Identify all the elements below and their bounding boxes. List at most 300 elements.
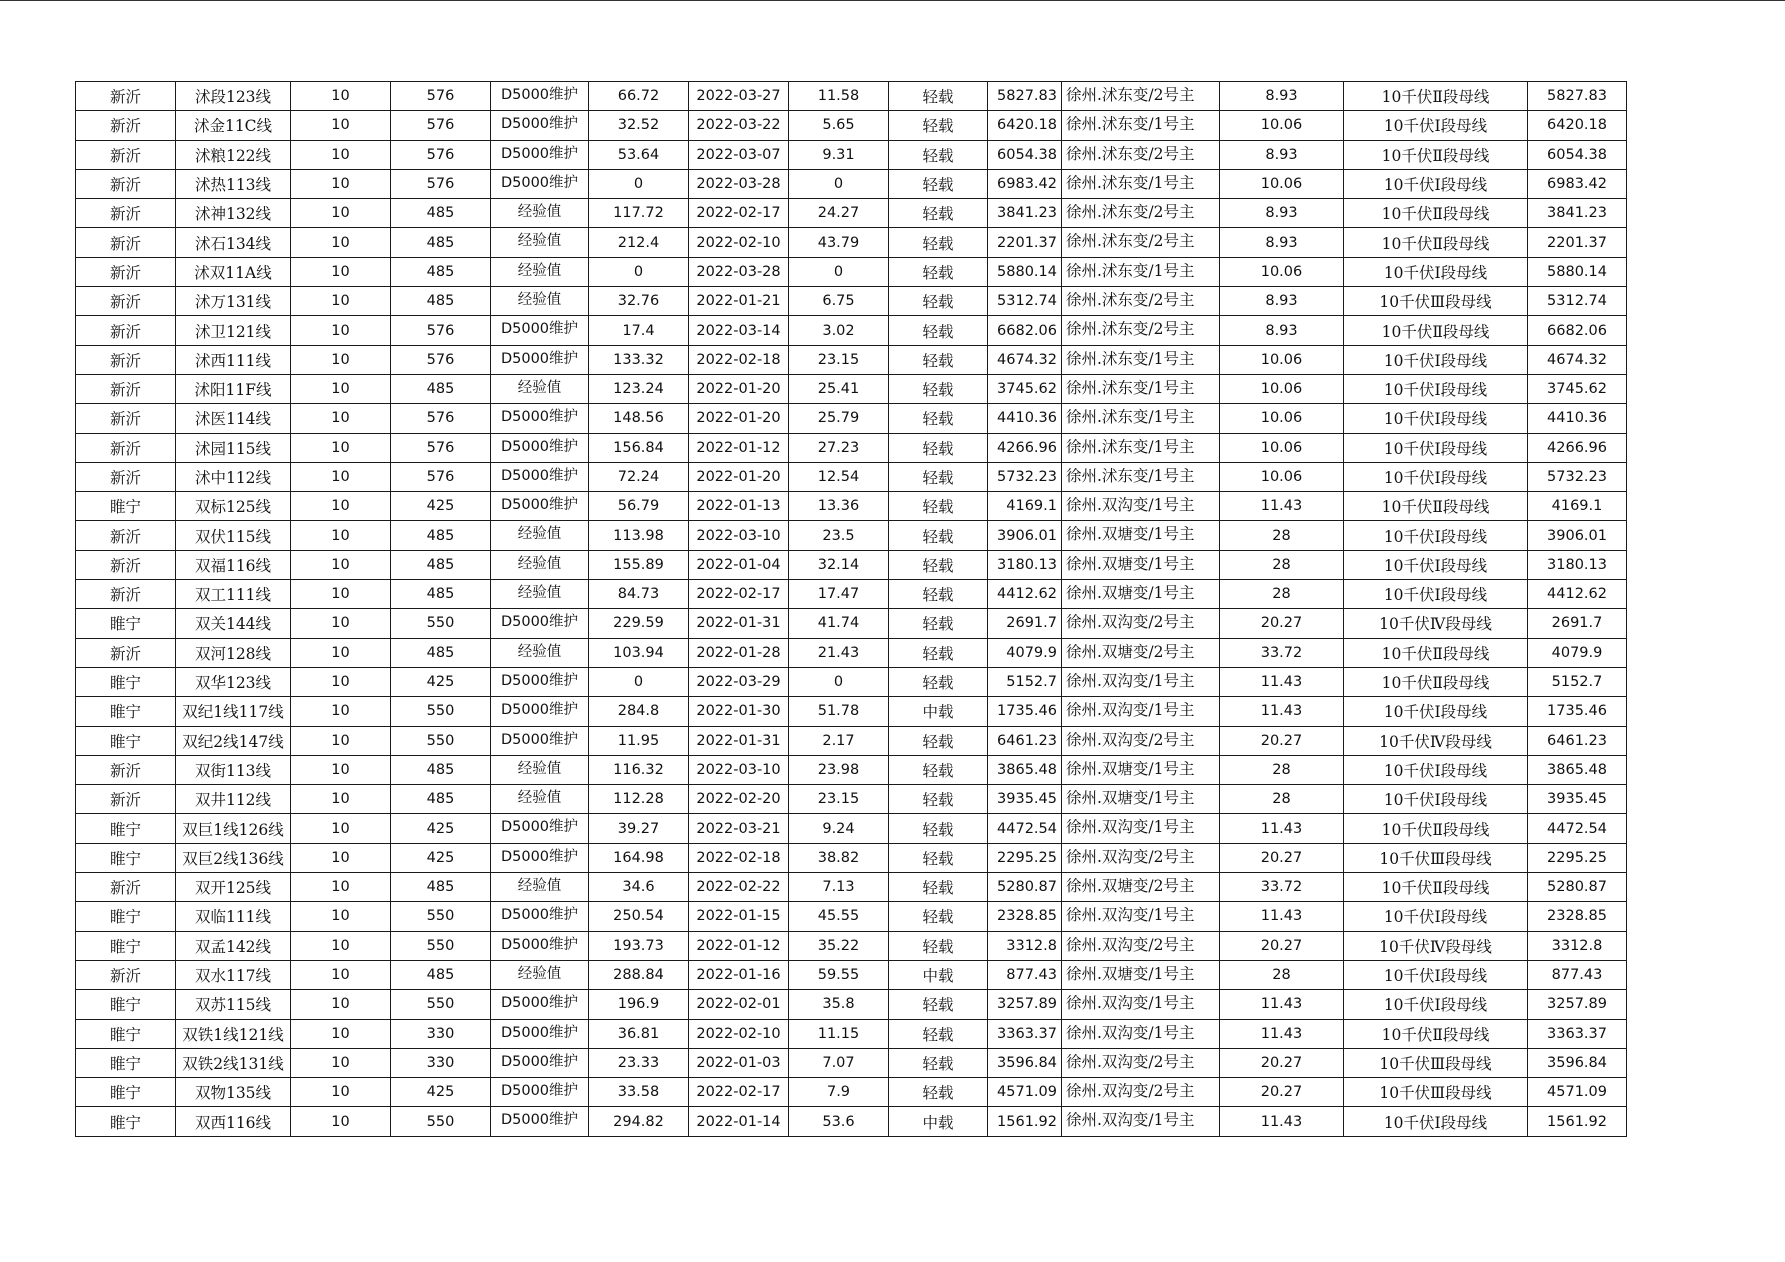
busbar-cell: 10千伏Ⅱ段母线 bbox=[1344, 140, 1528, 169]
busbar-cell: 10千伏Ⅰ段母线 bbox=[1344, 785, 1528, 814]
date-cell: 2022-01-31 bbox=[689, 726, 789, 755]
source-cell: D5000维护 bbox=[491, 843, 589, 872]
busbar-cell: 10千伏Ⅳ段母线 bbox=[1344, 726, 1528, 755]
district-cell: 新沂 bbox=[76, 374, 176, 403]
max-current-cell: 56.79 bbox=[589, 492, 689, 521]
margin-cell: 6682.06 bbox=[1528, 316, 1627, 345]
busbar-cell: 10千伏Ⅱ段母线 bbox=[1344, 316, 1528, 345]
transformer-cell: 徐州.双沟变/2号主 bbox=[1062, 1048, 1220, 1077]
load-status-cell: 轻载 bbox=[889, 755, 988, 784]
capacity-cell: 6420.18 bbox=[988, 111, 1062, 140]
margin-cell: 4079.9 bbox=[1528, 638, 1627, 667]
date-cell: 2022-03-10 bbox=[689, 755, 789, 784]
transformer-value-cell: 10.06 bbox=[1220, 345, 1344, 374]
district-cell: 新沂 bbox=[76, 82, 176, 111]
capacity-cell: 5827.83 bbox=[988, 82, 1062, 111]
capacity-cell: 1735.46 bbox=[988, 697, 1062, 726]
transformer-value-cell: 8.93 bbox=[1220, 199, 1344, 228]
transformer-cell: 徐州.沭东变/1号主 bbox=[1062, 257, 1220, 286]
date-cell: 2022-01-20 bbox=[689, 462, 789, 491]
source-cell: 经验值 bbox=[491, 257, 589, 286]
voltage-cell: 10 bbox=[291, 814, 391, 843]
rated-current-cell: 425 bbox=[391, 492, 491, 521]
date-cell: 2022-03-10 bbox=[689, 521, 789, 550]
margin-cell: 2328.85 bbox=[1528, 902, 1627, 931]
district-cell: 睢宁 bbox=[76, 667, 176, 696]
district-cell: 新沂 bbox=[76, 521, 176, 550]
load-status-cell: 轻载 bbox=[889, 199, 988, 228]
date-cell: 2022-01-14 bbox=[689, 1107, 789, 1136]
load-status-cell: 轻载 bbox=[889, 316, 988, 345]
capacity-cell: 4472.54 bbox=[988, 814, 1062, 843]
voltage-cell: 10 bbox=[291, 316, 391, 345]
load-rate-cell: 7.07 bbox=[789, 1048, 889, 1077]
district-cell: 睢宁 bbox=[76, 1107, 176, 1136]
transformer-value-cell: 10.06 bbox=[1220, 257, 1344, 286]
transformer-cell: 徐州.双塘变/1号主 bbox=[1062, 521, 1220, 550]
max-current-cell: 11.95 bbox=[589, 726, 689, 755]
load-rate-cell: 13.36 bbox=[789, 492, 889, 521]
transformer-cell: 徐州.双塘变/1号主 bbox=[1062, 550, 1220, 579]
transformer-cell: 徐州.双塘变/2号主 bbox=[1062, 638, 1220, 667]
transformer-value-cell: 28 bbox=[1220, 550, 1344, 579]
line-name-cell: 双关144线 bbox=[176, 609, 291, 638]
source-cell: D5000维护 bbox=[491, 316, 589, 345]
district-cell: 新沂 bbox=[76, 228, 176, 257]
load-rate-cell: 23.15 bbox=[789, 785, 889, 814]
voltage-cell: 10 bbox=[291, 902, 391, 931]
margin-cell: 4410.36 bbox=[1528, 404, 1627, 433]
table-row bbox=[76, 462, 1627, 491]
rated-current-cell: 485 bbox=[391, 873, 491, 902]
district-cell: 睢宁 bbox=[76, 726, 176, 755]
line-name-cell: 双巨2线136线 bbox=[176, 843, 291, 872]
capacity-cell: 3865.48 bbox=[988, 755, 1062, 784]
transformer-value-cell: 28 bbox=[1220, 580, 1344, 609]
load-status-cell: 轻载 bbox=[889, 111, 988, 140]
load-status-cell: 轻载 bbox=[889, 785, 988, 814]
source-cell: D5000维护 bbox=[491, 990, 589, 1019]
date-cell: 2022-01-03 bbox=[689, 1048, 789, 1077]
rated-current-cell: 485 bbox=[391, 199, 491, 228]
source-cell: D5000维护 bbox=[491, 1019, 589, 1048]
district-cell: 新沂 bbox=[76, 550, 176, 579]
date-cell: 2022-01-21 bbox=[689, 287, 789, 316]
voltage-cell: 10 bbox=[291, 609, 391, 638]
table-row bbox=[76, 374, 1627, 403]
date-cell: 2022-01-04 bbox=[689, 550, 789, 579]
load-rate-cell: 51.78 bbox=[789, 697, 889, 726]
load-rate-cell: 21.43 bbox=[789, 638, 889, 667]
load-rate-cell: 25.79 bbox=[789, 404, 889, 433]
voltage-cell: 10 bbox=[291, 843, 391, 872]
rated-current-cell: 576 bbox=[391, 462, 491, 491]
rated-current-cell: 576 bbox=[391, 404, 491, 433]
rated-current-cell: 330 bbox=[391, 1048, 491, 1077]
load-status-cell: 轻载 bbox=[889, 345, 988, 374]
table-row bbox=[76, 960, 1627, 989]
transformer-cell: 徐州.双塘变/1号主 bbox=[1062, 580, 1220, 609]
busbar-cell: 10千伏Ⅱ段母线 bbox=[1344, 1019, 1528, 1048]
rated-current-cell: 576 bbox=[391, 316, 491, 345]
transformer-value-cell: 8.93 bbox=[1220, 82, 1344, 111]
rated-current-cell: 425 bbox=[391, 1078, 491, 1107]
table-row bbox=[76, 667, 1627, 696]
transformer-value-cell: 11.43 bbox=[1220, 667, 1344, 696]
max-current-cell: 103.94 bbox=[589, 638, 689, 667]
date-cell: 2022-01-15 bbox=[689, 902, 789, 931]
transformer-cell: 徐州.双沟变/1号主 bbox=[1062, 1107, 1220, 1136]
line-name-cell: 双苏115线 bbox=[176, 990, 291, 1019]
max-current-cell: 0 bbox=[589, 169, 689, 198]
rated-current-cell: 485 bbox=[391, 228, 491, 257]
load-rate-cell: 7.13 bbox=[789, 873, 889, 902]
voltage-cell: 10 bbox=[291, 228, 391, 257]
load-rate-cell: 38.82 bbox=[789, 843, 889, 872]
transformer-value-cell: 10.06 bbox=[1220, 462, 1344, 491]
margin-cell: 5827.83 bbox=[1528, 82, 1627, 111]
voltage-cell: 10 bbox=[291, 638, 391, 667]
margin-cell: 3257.89 bbox=[1528, 990, 1627, 1019]
busbar-cell: 10千伏Ⅰ段母线 bbox=[1344, 755, 1528, 784]
line-name-cell: 沭园115线 bbox=[176, 433, 291, 462]
table-row bbox=[76, 990, 1627, 1019]
transformer-value-cell: 33.72 bbox=[1220, 873, 1344, 902]
date-cell: 2022-02-17 bbox=[689, 1078, 789, 1107]
table-row bbox=[76, 1048, 1627, 1077]
source-cell: D5000维护 bbox=[491, 902, 589, 931]
table-row bbox=[76, 257, 1627, 286]
max-current-cell: 116.32 bbox=[589, 755, 689, 784]
district-cell: 新沂 bbox=[76, 316, 176, 345]
load-rate-cell: 0 bbox=[789, 667, 889, 696]
line-name-cell: 双物135线 bbox=[176, 1078, 291, 1107]
busbar-cell: 10千伏Ⅱ段母线 bbox=[1344, 873, 1528, 902]
capacity-cell: 5880.14 bbox=[988, 257, 1062, 286]
source-cell: 经验值 bbox=[491, 580, 589, 609]
line-name-cell: 沭中112线 bbox=[176, 462, 291, 491]
rated-current-cell: 550 bbox=[391, 931, 491, 960]
voltage-cell: 10 bbox=[291, 667, 391, 696]
busbar-cell: 10千伏Ⅰ段母线 bbox=[1344, 433, 1528, 462]
line-name-cell: 双水117线 bbox=[176, 960, 291, 989]
voltage-cell: 10 bbox=[291, 492, 391, 521]
rated-current-cell: 485 bbox=[391, 521, 491, 550]
load-status-cell: 轻载 bbox=[889, 374, 988, 403]
load-rate-cell: 6.75 bbox=[789, 287, 889, 316]
date-cell: 2022-02-22 bbox=[689, 873, 789, 902]
margin-cell: 1735.46 bbox=[1528, 697, 1627, 726]
transformer-cell: 徐州.沭东变/2号主 bbox=[1062, 199, 1220, 228]
transformer-cell: 徐州.沭东变/1号主 bbox=[1062, 404, 1220, 433]
max-current-cell: 148.56 bbox=[589, 404, 689, 433]
transformer-value-cell: 11.43 bbox=[1220, 492, 1344, 521]
transformer-cell: 徐州.沭东变/1号主 bbox=[1062, 111, 1220, 140]
district-cell: 新沂 bbox=[76, 755, 176, 784]
busbar-cell: 10千伏Ⅱ段母线 bbox=[1344, 492, 1528, 521]
transformer-value-cell: 20.27 bbox=[1220, 1078, 1344, 1107]
max-current-cell: 84.73 bbox=[589, 580, 689, 609]
transformer-value-cell: 8.93 bbox=[1220, 140, 1344, 169]
transformer-value-cell: 10.06 bbox=[1220, 404, 1344, 433]
rated-current-cell: 550 bbox=[391, 1107, 491, 1136]
capacity-cell: 3906.01 bbox=[988, 521, 1062, 550]
max-current-cell: 229.59 bbox=[589, 609, 689, 638]
table-row bbox=[76, 1078, 1627, 1107]
transformer-cell: 徐州.双沟变/1号主 bbox=[1062, 814, 1220, 843]
rated-current-cell: 550 bbox=[391, 726, 491, 755]
transformer-cell: 徐州.双塘变/1号主 bbox=[1062, 960, 1220, 989]
rated-current-cell: 576 bbox=[391, 433, 491, 462]
line-name-cell: 双开125线 bbox=[176, 873, 291, 902]
load-status-cell: 轻载 bbox=[889, 1048, 988, 1077]
max-current-cell: 164.98 bbox=[589, 843, 689, 872]
table-row bbox=[76, 580, 1627, 609]
table-row bbox=[76, 755, 1627, 784]
margin-cell: 5152.7 bbox=[1528, 667, 1627, 696]
margin-cell: 4472.54 bbox=[1528, 814, 1627, 843]
voltage-cell: 10 bbox=[291, 873, 391, 902]
district-cell: 新沂 bbox=[76, 111, 176, 140]
transformer-value-cell: 20.27 bbox=[1220, 843, 1344, 872]
table-row bbox=[76, 345, 1627, 374]
date-cell: 2022-03-28 bbox=[689, 257, 789, 286]
rated-current-cell: 485 bbox=[391, 638, 491, 667]
table-row bbox=[76, 316, 1627, 345]
max-current-cell: 113.98 bbox=[589, 521, 689, 550]
busbar-cell: 10千伏Ⅱ段母线 bbox=[1344, 228, 1528, 257]
line-name-cell: 双工111线 bbox=[176, 580, 291, 609]
busbar-cell: 10千伏Ⅳ段母线 bbox=[1344, 609, 1528, 638]
district-cell: 睢宁 bbox=[76, 814, 176, 843]
capacity-cell: 3935.45 bbox=[988, 785, 1062, 814]
max-current-cell: 284.8 bbox=[589, 697, 689, 726]
max-current-cell: 196.9 bbox=[589, 990, 689, 1019]
load-status-cell: 轻载 bbox=[889, 228, 988, 257]
max-current-cell: 288.84 bbox=[589, 960, 689, 989]
date-cell: 2022-02-18 bbox=[689, 843, 789, 872]
rated-current-cell: 485 bbox=[391, 785, 491, 814]
max-current-cell: 36.81 bbox=[589, 1019, 689, 1048]
voltage-cell: 10 bbox=[291, 521, 391, 550]
line-name-cell: 双标125线 bbox=[176, 492, 291, 521]
load-rate-cell: 43.79 bbox=[789, 228, 889, 257]
table-row bbox=[76, 697, 1627, 726]
margin-cell: 3180.13 bbox=[1528, 550, 1627, 579]
load-rate-cell: 45.55 bbox=[789, 902, 889, 931]
load-rate-cell: 23.15 bbox=[789, 345, 889, 374]
max-current-cell: 32.52 bbox=[589, 111, 689, 140]
district-cell: 新沂 bbox=[76, 580, 176, 609]
transformer-value-cell: 28 bbox=[1220, 785, 1344, 814]
margin-cell: 2691.7 bbox=[1528, 609, 1627, 638]
source-cell: D5000维护 bbox=[491, 1107, 589, 1136]
source-cell: D5000维护 bbox=[491, 726, 589, 755]
max-current-cell: 17.4 bbox=[589, 316, 689, 345]
capacity-cell: 2691.7 bbox=[988, 609, 1062, 638]
max-current-cell: 33.58 bbox=[589, 1078, 689, 1107]
load-rate-cell: 0 bbox=[789, 257, 889, 286]
load-status-cell: 中载 bbox=[889, 1107, 988, 1136]
district-cell: 新沂 bbox=[76, 785, 176, 814]
transformer-cell: 徐州.双沟变/1号主 bbox=[1062, 667, 1220, 696]
load-status-cell: 轻载 bbox=[889, 433, 988, 462]
load-rate-cell: 25.41 bbox=[789, 374, 889, 403]
date-cell: 2022-02-10 bbox=[689, 1019, 789, 1048]
busbar-cell: 10千伏Ⅰ段母线 bbox=[1344, 257, 1528, 286]
voltage-cell: 10 bbox=[291, 785, 391, 814]
source-cell: D5000维护 bbox=[491, 697, 589, 726]
max-current-cell: 193.73 bbox=[589, 931, 689, 960]
source-cell: D5000维护 bbox=[491, 111, 589, 140]
line-name-cell: 沭金11C线 bbox=[176, 111, 291, 140]
table-row bbox=[76, 814, 1627, 843]
load-rate-cell: 2.17 bbox=[789, 726, 889, 755]
line-name-cell: 沭粮122线 bbox=[176, 140, 291, 169]
transformer-value-cell: 11.43 bbox=[1220, 1107, 1344, 1136]
district-cell: 睢宁 bbox=[76, 990, 176, 1019]
busbar-cell: 10千伏Ⅰ段母线 bbox=[1344, 521, 1528, 550]
max-current-cell: 0 bbox=[589, 667, 689, 696]
district-cell: 睢宁 bbox=[76, 931, 176, 960]
line-name-cell: 双福116线 bbox=[176, 550, 291, 579]
date-cell: 2022-02-01 bbox=[689, 990, 789, 1019]
busbar-cell: 10千伏Ⅱ段母线 bbox=[1344, 814, 1528, 843]
table-row bbox=[76, 1107, 1627, 1136]
voltage-cell: 10 bbox=[291, 1107, 391, 1136]
rated-current-cell: 550 bbox=[391, 697, 491, 726]
transformer-cell: 徐州.双沟变/1号主 bbox=[1062, 990, 1220, 1019]
district-cell: 新沂 bbox=[76, 169, 176, 198]
source-cell: 经验值 bbox=[491, 960, 589, 989]
table-row bbox=[76, 492, 1627, 521]
rated-current-cell: 425 bbox=[391, 843, 491, 872]
capacity-cell: 3841.23 bbox=[988, 199, 1062, 228]
margin-cell: 4266.96 bbox=[1528, 433, 1627, 462]
load-rate-cell: 35.8 bbox=[789, 990, 889, 1019]
voltage-cell: 10 bbox=[291, 697, 391, 726]
margin-cell: 5312.74 bbox=[1528, 287, 1627, 316]
transformer-value-cell: 33.72 bbox=[1220, 638, 1344, 667]
transformer-cell: 徐州.双塘变/2号主 bbox=[1062, 873, 1220, 902]
max-current-cell: 112.28 bbox=[589, 785, 689, 814]
voltage-cell: 10 bbox=[291, 990, 391, 1019]
capacity-cell: 4169.1 bbox=[988, 492, 1062, 521]
voltage-cell: 10 bbox=[291, 199, 391, 228]
source-cell: 经验值 bbox=[491, 287, 589, 316]
load-rate-cell: 59.55 bbox=[789, 960, 889, 989]
margin-cell: 3906.01 bbox=[1528, 521, 1627, 550]
district-cell: 新沂 bbox=[76, 199, 176, 228]
busbar-cell: 10千伏Ⅰ段母线 bbox=[1344, 462, 1528, 491]
district-cell: 睢宁 bbox=[76, 609, 176, 638]
load-rate-cell: 3.02 bbox=[789, 316, 889, 345]
load-status-cell: 轻载 bbox=[889, 257, 988, 286]
transformer-cell: 徐州.沭东变/2号主 bbox=[1062, 287, 1220, 316]
busbar-cell: 10千伏Ⅳ段母线 bbox=[1344, 931, 1528, 960]
district-cell: 睢宁 bbox=[76, 697, 176, 726]
transformer-cell: 徐州.双沟变/2号主 bbox=[1062, 843, 1220, 872]
transformer-cell: 徐州.沭东变/1号主 bbox=[1062, 169, 1220, 198]
max-current-cell: 155.89 bbox=[589, 550, 689, 579]
district-cell: 新沂 bbox=[76, 433, 176, 462]
capacity-cell: 2328.85 bbox=[988, 902, 1062, 931]
voltage-cell: 10 bbox=[291, 755, 391, 784]
transformer-value-cell: 11.43 bbox=[1220, 1019, 1344, 1048]
rated-current-cell: 550 bbox=[391, 609, 491, 638]
line-name-cell: 沭段123线 bbox=[176, 82, 291, 111]
capacity-cell: 4266.96 bbox=[988, 433, 1062, 462]
rated-current-cell: 550 bbox=[391, 990, 491, 1019]
max-current-cell: 117.72 bbox=[589, 199, 689, 228]
date-cell: 2022-02-20 bbox=[689, 785, 789, 814]
date-cell: 2022-02-17 bbox=[689, 199, 789, 228]
district-cell: 睢宁 bbox=[76, 902, 176, 931]
source-cell: D5000维护 bbox=[491, 931, 589, 960]
busbar-cell: 10千伏Ⅱ段母线 bbox=[1344, 199, 1528, 228]
load-status-cell: 轻载 bbox=[889, 1078, 988, 1107]
margin-cell: 3312.8 bbox=[1528, 931, 1627, 960]
table-row bbox=[76, 873, 1627, 902]
line-name-cell: 沭神132线 bbox=[176, 199, 291, 228]
table-row bbox=[76, 111, 1627, 140]
load-status-cell: 轻载 bbox=[889, 990, 988, 1019]
rated-current-cell: 485 bbox=[391, 374, 491, 403]
load-status-cell: 轻载 bbox=[889, 580, 988, 609]
transformer-cell: 徐州.双沟变/2号主 bbox=[1062, 931, 1220, 960]
margin-cell: 3865.48 bbox=[1528, 755, 1627, 784]
transformer-cell: 徐州.双沟变/1号主 bbox=[1062, 697, 1220, 726]
load-status-cell: 轻载 bbox=[889, 287, 988, 316]
line-name-cell: 双孟142线 bbox=[176, 931, 291, 960]
rated-current-cell: 485 bbox=[391, 287, 491, 316]
date-cell: 2022-01-20 bbox=[689, 374, 789, 403]
district-cell: 新沂 bbox=[76, 638, 176, 667]
capacity-cell: 3596.84 bbox=[988, 1048, 1062, 1077]
line-name-cell: 双临111线 bbox=[176, 902, 291, 931]
line-name-cell: 双铁2线131线 bbox=[176, 1048, 291, 1077]
capacity-cell: 3745.62 bbox=[988, 374, 1062, 403]
voltage-cell: 10 bbox=[291, 257, 391, 286]
rated-current-cell: 425 bbox=[391, 814, 491, 843]
table-row bbox=[76, 433, 1627, 462]
capacity-cell: 5312.74 bbox=[988, 287, 1062, 316]
district-cell: 新沂 bbox=[76, 960, 176, 989]
max-current-cell: 32.76 bbox=[589, 287, 689, 316]
table-row bbox=[76, 287, 1627, 316]
margin-cell: 2201.37 bbox=[1528, 228, 1627, 257]
line-name-cell: 双街113线 bbox=[176, 755, 291, 784]
rated-current-cell: 485 bbox=[391, 257, 491, 286]
margin-cell: 2295.25 bbox=[1528, 843, 1627, 872]
source-cell: 经验值 bbox=[491, 755, 589, 784]
capacity-cell: 4410.36 bbox=[988, 404, 1062, 433]
load-status-cell: 轻载 bbox=[889, 873, 988, 902]
rated-current-cell: 576 bbox=[391, 111, 491, 140]
load-status-cell: 中载 bbox=[889, 697, 988, 726]
load-rate-cell: 23.5 bbox=[789, 521, 889, 550]
date-cell: 2022-03-28 bbox=[689, 169, 789, 198]
date-cell: 2022-03-27 bbox=[689, 82, 789, 111]
load-status-cell: 轻载 bbox=[889, 169, 988, 198]
rated-current-cell: 576 bbox=[391, 140, 491, 169]
max-current-cell: 294.82 bbox=[589, 1107, 689, 1136]
transformer-cell: 徐州.双沟变/2号主 bbox=[1062, 609, 1220, 638]
load-rate-cell: 11.58 bbox=[789, 82, 889, 111]
table-row bbox=[76, 82, 1627, 111]
date-cell: 2022-01-31 bbox=[689, 609, 789, 638]
busbar-cell: 10千伏Ⅱ段母线 bbox=[1344, 82, 1528, 111]
